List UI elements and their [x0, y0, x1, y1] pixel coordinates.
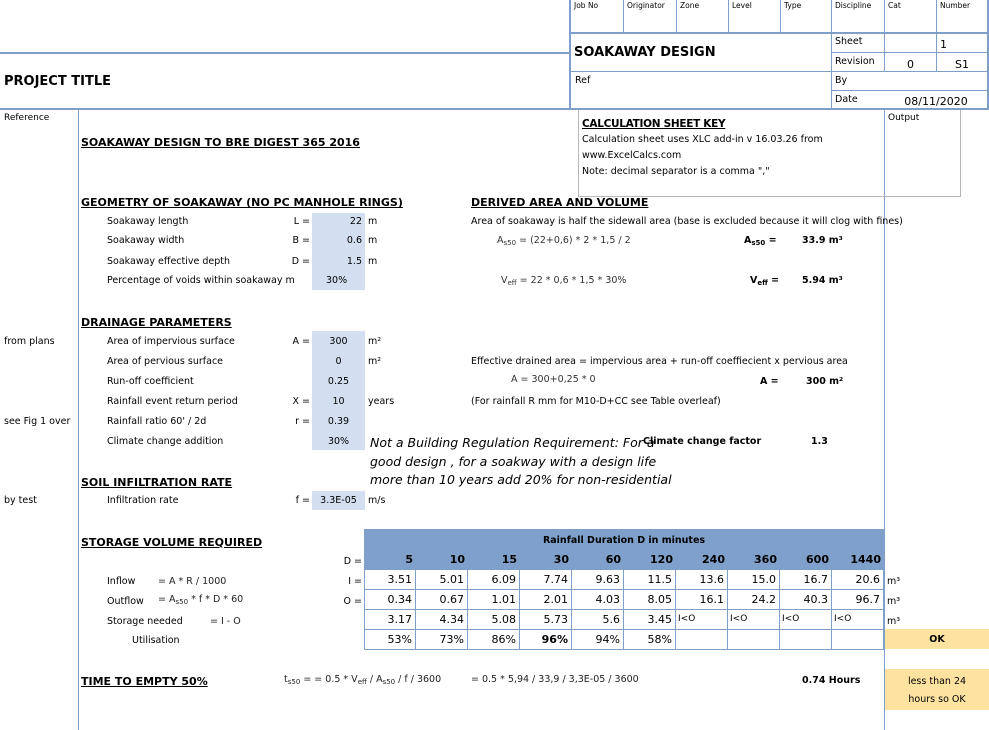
by-label: By — [835, 75, 848, 86]
outflow-label: Outflow — [107, 596, 144, 607]
return-period-input[interactable]: 10 — [332, 396, 345, 407]
drainage-symbol-impervious: A = — [292, 336, 310, 347]
storage-heading: STORAGE VOLUME REQUIRED — [81, 536, 263, 549]
duration-cell: 1440 — [832, 550, 884, 570]
field-job-no: Job No — [574, 1, 599, 10]
duration-cell: 360 — [728, 550, 780, 570]
sheet-label: Sheet — [835, 36, 863, 47]
impervious-area-input[interactable]: 300 — [329, 336, 348, 347]
storage-cell: I<O — [780, 610, 832, 630]
outflow-cell: 0.34 — [364, 590, 416, 610]
derived-heading: DERIVED AREA AND VOLUME — [471, 196, 649, 209]
storage-unit: m³ — [887, 616, 901, 627]
outflow-cell: 16.1 — [676, 590, 728, 610]
outflow-unit: m³ — [887, 596, 901, 607]
pervious-area-input[interactable]: 0 — [335, 356, 342, 367]
geometry-label-width: Soakaway width — [107, 235, 185, 246]
grid-line — [676, 0, 677, 32]
grid-line — [0, 108, 989, 110]
outflow-formula: = $A_{s50}$ * f * D * 60 — [158, 594, 244, 606]
outflow-cell: 8.05 — [624, 590, 676, 610]
sheet-title: SOAKAWAY DESIGN — [574, 45, 716, 60]
drainage-label-pervious: Area of pervious surface — [107, 356, 224, 367]
time-numeric: = 0.5 * 5,94 / 33,9 / 3,3E-05 / 3600 — [471, 674, 639, 685]
soakaway-depth-input[interactable]: 1.5 — [346, 256, 362, 267]
utilisation-cell — [832, 630, 884, 650]
storage-cell: 5.73 — [520, 610, 572, 630]
drainage-symbol-ratio: r = — [295, 416, 310, 427]
grid-line — [831, 0, 832, 108]
grid-line — [728, 0, 729, 32]
inflow-unit: m³ — [887, 576, 901, 587]
storage-cell: 5.6 — [572, 610, 624, 630]
geometry-unit-length: m — [368, 216, 378, 227]
sheet-value: 1 — [940, 38, 947, 51]
outflow-cell: 1.01 — [468, 590, 520, 610]
revision-value: 0 — [907, 58, 914, 71]
soil-unit: m/s — [368, 495, 386, 506]
duration-cell: 15 — [468, 550, 520, 570]
italic-note-line-2: good design , for a soakway with a design life — [370, 454, 657, 469]
grid-line — [832, 52, 989, 53]
duration-cell: 60 — [572, 550, 624, 570]
revision-label: Revision — [835, 56, 875, 67]
grid-line — [780, 0, 781, 32]
derived-note: Area of soakaway is half the sidewall area (base is excluded because it will clog with fines) — [471, 216, 903, 227]
output-column-label: Output — [888, 113, 920, 123]
outflow-cell: 2.01 — [520, 590, 572, 610]
geometry-label-voids: Percentage of voids within soakaway m — [107, 275, 295, 286]
drainage-label-climate: Climate change addition — [107, 436, 224, 447]
field-cat: Cat — [888, 1, 901, 10]
storage-cell: 4.34 — [416, 610, 468, 630]
utilisation-cell: 96% — [520, 630, 572, 650]
utilisation-cell — [780, 630, 832, 650]
voids-percentage-input[interactable]: 30% — [326, 275, 348, 286]
key-line-2: www.ExcelCalcs.com — [582, 150, 682, 161]
soil-label: Infiltration rate — [107, 495, 179, 506]
soil-symbol: f = — [295, 495, 310, 506]
inflow-cell: 13.6 — [676, 570, 728, 590]
storage-cell: I<O — [728, 610, 780, 630]
key-title: CALCULATION SHEET KEY — [582, 118, 726, 130]
inflow-cell: 9.63 — [572, 570, 624, 590]
utilisation-cell: 86% — [468, 630, 520, 650]
d-label: D = — [343, 556, 362, 567]
ref-label: Ref — [575, 75, 591, 86]
storage-needed-formula: = I - O — [210, 616, 241, 627]
grid-line — [0, 52, 570, 54]
main-heading: SOAKAWAY DESIGN TO BRE DIGEST 365 2016 — [81, 136, 360, 149]
italic-note-line-1: Not a Building Regulation Requirement: For a — [370, 435, 655, 450]
inflow-label: Inflow — [107, 576, 136, 587]
outflow-cell: 24.2 — [728, 590, 780, 610]
climate-change-factor-label: Climate change factor — [643, 436, 762, 447]
storage-cell: 3.17 — [364, 610, 416, 630]
field-discipline: Discipline — [835, 1, 872, 10]
title-block-border — [569, 0, 571, 108]
grid-line — [623, 0, 624, 32]
field-level: Level — [732, 1, 752, 10]
effective-area-note: Effective drained area = impervious area + run-off coeffiecient x pervious area — [471, 356, 848, 367]
reference-column-label: Reference — [4, 113, 50, 123]
infiltration-rate-input[interactable]: 3.3E-05 — [320, 495, 357, 506]
geometry-unit-width: m — [368, 235, 378, 246]
inflow-cell: 15.0 — [728, 570, 780, 590]
storage-cell: 5.08 — [468, 610, 520, 630]
storage-cell: 3.45 — [624, 610, 676, 630]
italic-note-line-3: more than 10 years add 20% for non-residential — [370, 472, 672, 487]
effective-area-formula: A = 300+0,25 * 0 — [511, 374, 596, 385]
field-zone: Zone — [680, 1, 700, 10]
utilisation-label: Utilisation — [132, 635, 180, 646]
drainage-label-runoff: Run-off coefficient — [107, 376, 194, 387]
drainage-symbol-return: X = — [292, 396, 310, 407]
utilisation-cell: 73% — [416, 630, 468, 650]
climate-change-factor-value: 1.3 — [811, 436, 828, 447]
effective-area-label: A = — [760, 376, 779, 387]
drainage-input-fill — [312, 331, 365, 450]
date-value: 08/11/2020 — [904, 95, 968, 108]
utilisation-cell: 58% — [624, 630, 676, 650]
drainage-unit-return: years — [368, 396, 395, 407]
field-originator: Originator — [627, 1, 665, 10]
drainage-label-ratio: Rainfall ratio 60' / 2d — [107, 416, 207, 427]
key-box-border — [578, 110, 579, 196]
grid-line — [570, 71, 989, 72]
duration-cell: 600 — [780, 550, 832, 570]
geometry-symbol-width: B = — [292, 235, 310, 246]
volume-formula: $V_{eff} = 22 * 0,6 * 1,5 * 30\%$ — [501, 275, 627, 287]
drainage-ref-fig: see Fig 1 over — [4, 416, 71, 427]
rainfall-note: (For rainfall R mm for M10-D+CC see Table overleaf) — [471, 396, 721, 407]
duration-cell: 30 — [520, 550, 572, 570]
outflow-cell: 0.67 — [416, 590, 468, 610]
storage-ok-text: OK — [929, 634, 945, 645]
time-formula: $t_{s50}$ = = $0.5 * V_{eff} / A_{s50}$ / f / 3600 — [284, 674, 442, 686]
key-line-3: Note: decimal separator is a comma "," — [582, 166, 770, 177]
runoff-coefficient-input[interactable]: 0.25 — [327, 376, 350, 387]
time-verdict-line-2: hours so OK — [908, 694, 966, 705]
grid-line — [570, 32, 989, 34]
effective-area-result: 300 m² — [806, 376, 844, 387]
area-result: 33.9 m³ — [802, 235, 843, 246]
outflow-cell: 40.3 — [780, 590, 832, 610]
drainage-heading: DRAINAGE PARAMETERS — [81, 316, 232, 329]
field-type: Type — [784, 1, 802, 10]
rainfall-table-title: Rainfall Duration D in minutes — [542, 535, 706, 546]
utilisation-cell — [728, 630, 780, 650]
utilisation-cell — [676, 630, 728, 650]
geometry-label-length: Soakaway length — [107, 216, 189, 227]
geometry-heading: GEOMETRY OF SOAKAWAY (NO PC MANHOLE RINGS) — [81, 196, 403, 209]
soil-ref: by test — [4, 495, 37, 506]
duration-cell: 10 — [416, 550, 468, 570]
volume-result-label: $V_{eff}$ = — [750, 275, 780, 287]
soakaway-width-input[interactable]: 0.6 — [346, 235, 362, 246]
inflow-cell: 6.09 — [468, 570, 520, 590]
drainage-label-impervious: Area of impervious surface — [107, 336, 235, 347]
key-line-1: Calculation sheet uses XLC add-in v 16.03.26 from — [582, 134, 823, 145]
storage-needed-label: Storage needed — [107, 616, 183, 627]
drainage-label-return: Rainfall event return period — [107, 396, 238, 407]
o-label: O = — [343, 596, 362, 607]
grid-line — [832, 90, 989, 91]
inflow-cell: 3.51 — [364, 570, 416, 590]
inflow-cell: 7.74 — [520, 570, 572, 590]
inflow-cell: 5.01 — [416, 570, 468, 590]
key-box-border — [960, 110, 961, 196]
duration-cell: 5 — [364, 550, 416, 570]
climate-change-input[interactable]: 30% — [327, 436, 350, 447]
soakaway-length-input[interactable]: 22 — [349, 216, 362, 227]
duration-cell: 240 — [676, 550, 728, 570]
storage-cell: I<O — [832, 610, 884, 630]
soil-heading: SOIL INFILTRATION RATE — [81, 476, 233, 489]
inflow-cell: 11.5 — [624, 570, 676, 590]
outflow-cell: 96.7 — [832, 590, 884, 610]
area-result-label: $A_{s50}$ = — [744, 235, 777, 247]
geometry-unit-depth: m — [368, 256, 378, 267]
volume-result: 5.94 m³ — [802, 275, 843, 286]
duration-cell: 120 — [624, 550, 676, 570]
geometry-symbol-length: L = — [293, 216, 310, 227]
drainage-unit-pervious: m² — [368, 356, 382, 367]
time-result: 0.74 Hours — [802, 675, 861, 686]
time-to-empty-heading: TIME TO EMPTY 50% — [81, 675, 208, 688]
revision-status: S1 — [955, 58, 969, 71]
geometry-label-depth: Soakaway effective depth — [107, 256, 231, 267]
area-formula: $A_{s50} = (22+0,6) * 2 * 1,5 / 2$ — [497, 235, 631, 247]
inflow-cell: 16.7 — [780, 570, 832, 590]
utilisation-cell: 53% — [364, 630, 416, 650]
time-verdict-line-1: less than 24 — [907, 676, 967, 687]
rainfall-ratio-input[interactable]: 0.39 — [327, 416, 350, 427]
geometry-symbol-depth: D = — [291, 256, 310, 267]
field-number: Number — [940, 1, 971, 10]
outflow-cell: 4.03 — [572, 590, 624, 610]
inflow-formula: = A * R / 1000 — [158, 576, 227, 587]
utilisation-cell: 94% — [572, 630, 624, 650]
project-title: PROJECT TITLE — [4, 74, 111, 89]
date-label: Date — [835, 94, 858, 105]
drainage-unit-impervious: m² — [368, 336, 382, 347]
reference-column-divider — [78, 109, 79, 730]
i-label: I = — [348, 576, 362, 587]
drainage-ref-plans: from plans — [4, 336, 55, 347]
storage-cell: I<O — [676, 610, 728, 630]
inflow-cell: 20.6 — [832, 570, 884, 590]
